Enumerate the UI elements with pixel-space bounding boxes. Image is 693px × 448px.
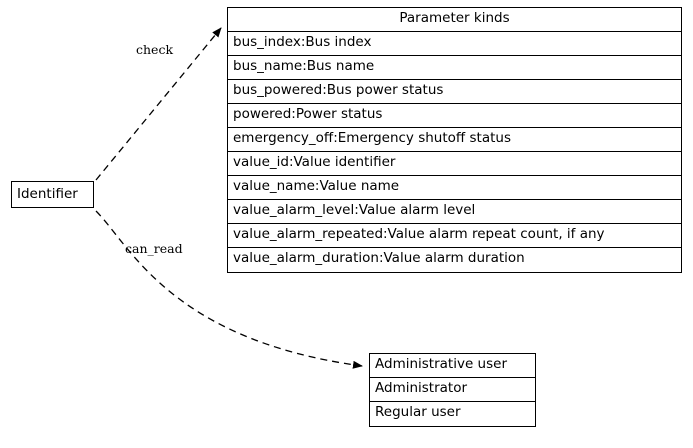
parameter-row: emergency_off:Emergency shutoff status bbox=[228, 128, 681, 152]
parameter-row: powered:Power status bbox=[228, 104, 681, 128]
parameter-row: bus_powered:Bus power status bbox=[228, 80, 681, 104]
edge-label-check: check bbox=[136, 42, 174, 57]
node-parameter-kinds[interactable] bbox=[227, 7, 682, 273]
parameter-row: bus_index:Bus index bbox=[228, 32, 681, 56]
user-row: Regular user bbox=[375, 404, 461, 420]
node-administrative-user[interactable] bbox=[369, 353, 536, 427]
node-identifier[interactable] bbox=[11, 181, 94, 208]
node-parameter-kinds-title: Parameter kinds bbox=[228, 8, 681, 32]
parameter-row: value_name:Value name bbox=[228, 176, 681, 200]
parameter-row: value_alarm_duration:Value alarm duration bbox=[233, 250, 525, 266]
parameter-row: value_alarm_level:Value alarm level bbox=[228, 200, 681, 224]
parameter-row: value_id:Value identifier bbox=[228, 152, 681, 176]
user-row: Administrator bbox=[370, 378, 535, 402]
parameter-row: bus_name:Bus name bbox=[228, 56, 681, 80]
edge-label-can-read: can_read bbox=[125, 241, 183, 256]
node-identifier-label: Identifier bbox=[17, 185, 78, 202]
parameter-row: value_alarm_repeated:Value alarm repeat count, if any bbox=[228, 224, 681, 248]
node-administrative-user-title: Administrative user bbox=[370, 354, 535, 378]
